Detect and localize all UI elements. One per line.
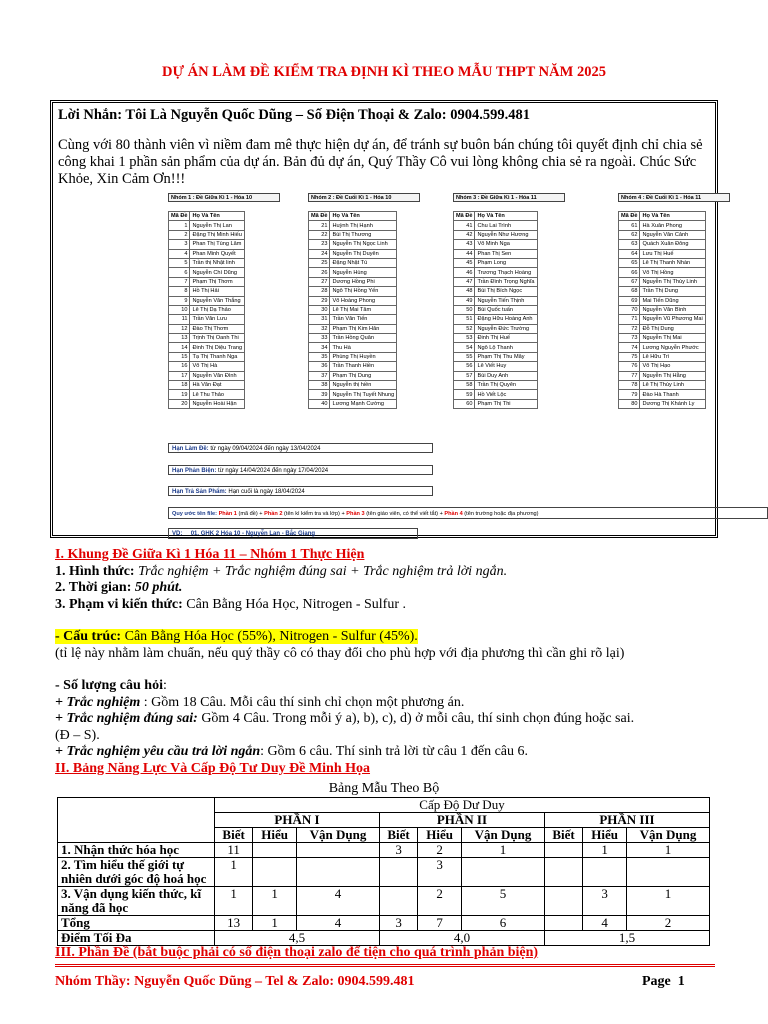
member-row: 57 Bùi Duy Anh (454, 371, 538, 380)
member-row: 43 Võ Minh Nga (454, 240, 538, 249)
member-row: 55 Phạm Thị Thu Mây (454, 352, 538, 361)
file-naming-rule: Quy ước tên file: Phần 1 (mã đề) + Phần 2 (tên kì kiểm tra và lớp) + Phần 3 (tên giáo viên, có thể viết tắt) + Phần 4 (tên trường hoặc địa phương) (168, 507, 768, 519)
member-row: 63 Quách Xuân Đông (619, 240, 706, 249)
member-row: 16 Võ Thị Hà (169, 362, 245, 371)
member-row: 5 Trần thị Nhật linh (169, 258, 245, 267)
note-heading: Lời Nhắn: Tôi Là Nguyễn Quốc Dũng – Số Điện Thoại & Zalo: 0904.599.481 (58, 107, 530, 123)
member-row: 71 Nguyễn Vũ Phương Mai (619, 315, 706, 324)
member-row: 74 Lương Nguyễn Phước (619, 343, 706, 352)
member-row: 75 Lê Hữu Trì (619, 352, 706, 361)
note-text: Cùng với 80 thành viên vì niềm đam mê thực hiện dự án, để tránh sự buôn bán chúng tôi quyết định chỉ chia sẻ công khai 1 phần sản phẩm của dự án. Bản đủ dự án, Quý Thầy Cô vui lòng không chia sẻ ra ngoài. Chúc Sức Khỏe, Xin Cảm Ơn!!! (58, 137, 703, 187)
member-row: 72 Đỗ Thị Dung (619, 324, 706, 333)
member-row: 2 Đặng Thị Minh Hiếu (169, 230, 245, 239)
member-row: 32 Phạm Thị Kim Hân (309, 324, 397, 333)
member-row: 24 Nguyễn Thị Duyên (309, 249, 397, 258)
member-row: 27 Dương Hồng Phi (309, 277, 397, 286)
member-row: 28 Ngô Thị Hồng Yến (309, 287, 397, 296)
short-answer-line: + Trắc nghiệm yêu cầu trả lời ngắn: Gồm 6 câu. Thí sinh trả lời từ câu 1 đến câu 6. (55, 744, 528, 759)
part-header: PHẦN II (379, 813, 544, 828)
member-row: 7 Phạm Thị Thơm (169, 277, 245, 286)
level-subheader: Biết (544, 828, 582, 843)
member-row: 60 Phạm Thị Thi (454, 399, 538, 408)
member-row: 64 Lưu Thị Huế (619, 249, 706, 258)
scope-line: 3. Phạm vi kiến thức: Cân Bằng Hóa Học, Nitrogen - Sulfur . (55, 596, 406, 612)
member-row: 30 Lê Thị Mai Tâm (309, 305, 397, 314)
member-row: 15 Tạ Thị Thanh Nga (169, 352, 245, 361)
member-row: 20 Nguyễn Hoài Hận (169, 399, 245, 408)
member-row: 50 Bùi Quốc tuấn (454, 305, 538, 314)
duration-line: 2. Thời gian: 50 phút. (55, 580, 183, 595)
member-row: 54 Ngô Lộ Thanh (454, 343, 538, 352)
part-header: PHẦN I (215, 813, 380, 828)
member-row: 80 Dương Thị Khánh Ly (619, 399, 706, 408)
member-row: 40 Lương Mạnh Cường (309, 399, 397, 408)
member-row: 53 Đinh Thị Huế (454, 334, 538, 343)
member-row: 42 Nguyễn Như Hương (454, 230, 538, 239)
group-heading: Nhóm 1 : Đề Giữa Kì 1 - Hóa 10 (168, 193, 280, 202)
group-heading: Nhóm 4 : Đề Cuối Kì 1 - Hóa 11 (618, 193, 730, 202)
page-number: Page 1 (642, 974, 685, 989)
member-row: 48 Bùi Thị Bích Ngọc (454, 287, 538, 296)
structure-line: - Cấu trúc: Cân Bằng Hóa Học (55%), Nitrogen - Sulfur (45%). (55, 629, 418, 644)
section-3-title: III. Phần Đề (bắt buộc phải có số điện thoại zalo để tiện cho quá trình phản biện) (55, 945, 539, 960)
member-row: 13 Trịnh Thị Oanh Thi (169, 334, 245, 343)
member-row: 3 Phan Thị Tùng Lâm (169, 240, 245, 249)
level-subheader: Vận Dụng (462, 828, 545, 843)
group-heading: Nhóm 2 : Đề Cuối Kì 1 - Hóa 10 (308, 193, 420, 202)
level-subheader: Hiểu (583, 828, 627, 843)
section-2-title: II. Bảng Năng Lực Và Cấp Độ Tư Duy Đề Minh Họa (55, 760, 371, 776)
member-row: 59 Hồ Viết Lộc (454, 390, 538, 399)
level-subheader: Hiểu (418, 828, 462, 843)
member-row: 62 Nguyễn Văn Cảnh (619, 230, 706, 239)
member-row: 76 Võ Thị Hạo (619, 362, 706, 371)
matrix-row: 2. Tìm hiểu thế giới tự nhiên dưới góc độ hoá học 1 3 (58, 858, 710, 887)
level-subheader: Hiểu (253, 828, 297, 843)
member-row: 79 Đào Hà Thanh (619, 390, 706, 399)
member-row: 77 Nguyễn Thị Hằng (619, 371, 706, 380)
member-row: 1 Nguyễn Thị Lan (169, 221, 245, 230)
footer-contact: Nhóm Thầy: Nguyễn Quốc Dũng – Tel & Zalo: 0904.599.481 (55, 974, 415, 989)
member-row: 65 Lê Thị Thanh Nhàn (619, 258, 706, 267)
member-row: 36 Trần Thanh Hiền (309, 362, 397, 371)
member-row: 46 Trương Thạch Hoàng (454, 268, 538, 277)
member-row: 58 Trần Thị Quyên (454, 381, 538, 390)
section-1-title: I. Khung Đề Giữa Kì 1 Hóa 11 – Nhóm 1 Thực Hiện (55, 547, 365, 562)
member-row: 17 Nguyễn Văn Đình (169, 371, 245, 380)
member-row: 19 Lê Thu Thảo (169, 390, 245, 399)
member-row: 47 Trần Đình Trọng Nghĩa (454, 277, 538, 286)
level-subheader: Biết (215, 828, 253, 843)
section-1 (55, 547, 715, 777)
member-row: 39 Nguyễn Thị Tuyết Nhung (309, 390, 397, 399)
member-row: 12 Đào Thị Thơm (169, 324, 245, 333)
member-row: 41 Chu Lai Trình (454, 221, 538, 230)
member-row: 78 Lê Thị Thùy Linh (619, 381, 706, 390)
member-row: 69 Mai Tiến Dũng (619, 296, 706, 305)
member-row: 10 Lê Thị Dạ Thảo (169, 305, 245, 314)
format-line: 1. Hình thức: Trắc nghiệm + Trắc nghiệm đúng sai + Trắc nghiệm trả lời ngắn. (55, 563, 508, 579)
member-row: 70 Nguyễn Văn Bình (619, 305, 706, 314)
member-row: 38 Nguyễn thị hiền (309, 381, 397, 390)
competency-matrix (57, 797, 710, 946)
section-3 (55, 945, 715, 962)
matrix-title: Bảng Mẫu Theo Bộ (328, 781, 440, 796)
member-row: 34 Thu Hà (309, 343, 397, 352)
example-filename: VD: 01. GHK 2 Hóa 10 - Nguyễn Lan - Bắc Giang (168, 528, 418, 539)
level-subheader: Vận Dụng (627, 828, 710, 843)
max-score-row: Điểm Tối Đa 4,5 4,0 1,5 (58, 931, 710, 946)
member-row: 18 Hà Văn Đạt (169, 381, 245, 390)
member-row: 61 Hà Xuân Phong (619, 221, 706, 230)
member-row: 45 Phạm Long (454, 258, 538, 267)
true-false-line-2: (Đ – S). (55, 727, 100, 743)
member-row: 9 Nguyễn Văn Thắng (169, 296, 245, 305)
deadline-make: Hạn Làm Đề: từ ngày 09/04/2024 đến ngày 13/04/2024 (168, 443, 433, 453)
member-row: 44 Phan Thị Sen (454, 249, 538, 258)
member-row: 37 Phạm Thị Dung (309, 371, 397, 380)
member-row: 21 Huỳnh Thị Hạnh (309, 221, 397, 230)
member-row: 52 Nguyễn Đức Trường (454, 324, 538, 333)
ratio-note: (tỉ lệ này nhằm làm chuẩn, nếu quý thầy cô có thay đổi cho phù hợp với địa phương thì cần ghi rõ lại) (55, 645, 625, 661)
level-header: Cấp Độ Dư Duy (215, 798, 710, 813)
member-row: 33 Trần Hồng Quân (309, 334, 397, 343)
member-row: 26 Nguyễn Hùng (309, 268, 397, 277)
mcq-line: + Trắc nghiệm : Gồm 18 Câu. Mỗi câu thí sinh chỉ chọn một phương án. (55, 694, 465, 710)
member-row: 51 Đặng Hữu Hoàng Anh (454, 315, 538, 324)
member-row: 4 Phan Minh Quyết (169, 249, 245, 258)
note-box (50, 100, 718, 538)
matrix-row: Tổng 13 1 4 3 7 6 4 2 (58, 916, 710, 931)
level-subheader: Vận Dụng (297, 828, 380, 843)
member-spreadsheet: Nhóm 1 : Đề Giữa Kì 1 - Hóa 10 Mã Đề Họ Và Tên 1 Nguyễn Thị Lan 2 Đặng Thị Minh Hiếu 3 Phan Thị Tùng Lâm 4 Phan Minh Quyết 5 Trần thị Nhật linh 6 Nguyễn Chí Dũng 7 Phạm Thị Thơm 8 Hồ Thị Hải 9 Nguyễn Văn Thắng 10 Lê Thị Dạ Thảo 11 Trần Văn Lưu 12 Đào Thị Thơm 13 Trịnh Thị Oanh Thi 14 Đinh Thị Diệu Trang 15 Tạ Thị Thanh Nga 16 Võ Thị Hà 17 Nguyễn Văn Đình 18 Hà Văn Đạt 19 Lê Thu Thảo 20 Nguyễn Hoài Hận Nhóm 2 : Đề Cuối Kì 1 - Hóa 10 Mã Đề Họ Và Tên 21 Huỳnh Thị Hạnh 22 Bùi Thị Thương 23 Nguyễn Thị Ngọc Linh 24 Nguyễn Thị Duyên 25 Đặng Nhật Tú 26 Nguyễn Hùng 27 Dương Hồng Phi 28 Ngô Thị Hồng Yến 29 Võ Hoàng Phong 30 Lê Thị Mai Tâm 31 Trần Văn Tiến 32 Phạm Thị Kim Hân 33 Trần Hồng Quân 34 Thu Hà 35 Phùng Thị Huyền 36 Trần Thanh Hiền 37 Phạm Thị Dung 38 Nguyễn thị hiền 39 Nguyễn Thị Tuyết Nhung 40 Lương Mạnh Cường Nhóm 3 : Đề Giữa Kì 1 - Hóa 11 Mã Đề Họ Và Tên 41 Chu Lai Trình 42 Nguyễn Như Hương 43 Võ Minh Nga 44 Phan Thị Sen 45 Phạm Long 46 Trương Thạch Hoàng 47 Trần Đình Trọng Nghĩa 48 Bùi Thị Bích Ngọc 49 Nguyễn Tiến Thịnh 50 Bùi Quốc tuấn 51 Đặng Hữu Hoàng Anh 52 Nguyễn Đức Trường 53 Đinh Thị Huế 54 Ngô Lộ Thanh 55 Phạm Thị Thu Mây 56 Lê Viết Huy 57 Bùi Duy Anh 58 Trần Thị Quyên 59 Hồ Viết Lộc 60 Phạm Thị Thi Nhóm 4 : Đề Cuối Kì 1 - Hóa 11 Mã Đề Họ Và Tên 61 Hà Xuân Phong 62 Nguyễn Văn Cảnh 63 Quách Xuân Đông 64 Lưu Thị Huế 65 Lê Thị Thanh Nhàn 66 Võ Thị Hồng 67 Nguyễn Thị Thùy Linh 68 Trần Thị Dung 69 Mai Tiến Dũng 70 Nguyễn Văn Bình 71 Nguyễn Vũ Phương Mai 72 Đỗ Thị Dung 73 Nguyễn Thị Mai 74 Lương Nguyễn Phước 75 Lê Hữu Trì 76 Võ Thị Hạo 77 Nguyễn Thị Hằng 78 Lê Thị Thùy Linh 79 Đào Hà Thanh 80 Dương Thị Khánh Ly Hạn Làm Đề: từ ngày 09/04/2024 đến ngày 13/04/2024 Hạn Phản Biện: từ ngày 14/04/2024 đến ngày 17/04/2024 Hạn Trả Sản Phẩm: Hạn cuối là ngày 18/04/2024 Quy ước tên file: Phần 1 (mã đề) + Phần 2 (tên kì kiểm tra và lớp) + Phần 3 (tên giáo viên, có thể viết tắt) + Phần 4 (tên trường hoặc địa phương) VD: 01. GHK 2 Hóa 10 - Nguyễn Lan - Bắc Giang (113, 193, 713, 528)
matrix-row: 3. Vận dụng kiến thức, kĩ năng đã học 1 1 4 2 5 3 1 (58, 887, 710, 916)
group-heading: Nhóm 3 : Đề Giữa Kì 1 - Hóa 11 (453, 193, 565, 202)
member-row: 68 Trần Thị Dung (619, 287, 706, 296)
member-row: 66 Võ Thị Hồng (619, 268, 706, 277)
member-row: 11 Trần Văn Lưu (169, 315, 245, 324)
member-row: 6 Nguyễn Chí Dũng (169, 268, 245, 277)
member-row: 56 Lê Viết Huy (454, 362, 538, 371)
footer-divider (55, 964, 715, 967)
true-false-line: + Trắc nghiệm đúng sai: Gồm 4 Câu. Trong mỗi ý a), b), c), d) ở mỗi câu, thí sinh chọn đúng hoặc sai. (55, 711, 635, 726)
part-header: PHẦN III (544, 813, 709, 828)
member-row: 49 Nguyễn Tiến Thịnh (454, 296, 538, 305)
document-title: DỰ ÁN LÀM ĐỀ KIỂM TRA ĐỊNH KÌ THEO MẪU THPT NĂM 2025 (162, 64, 606, 80)
member-row: 73 Nguyễn Thị Mai (619, 334, 706, 343)
member-row: 35 Phùng Thị Huyền (309, 352, 397, 361)
member-row: 23 Nguyễn Thị Ngọc Linh (309, 240, 397, 249)
level-subheader: Biết (379, 828, 417, 843)
member-row: 8 Hồ Thị Hải (169, 287, 245, 296)
member-row: 22 Bùi Thị Thương (309, 230, 397, 239)
deadline-return: Hạn Trả Sản Phẩm: Hạn cuối là ngày 18/04/2024 (168, 486, 433, 496)
member-row: 31 Trần Văn Tiến (309, 315, 397, 324)
member-row: 14 Đinh Thị Diệu Trang (169, 343, 245, 352)
deadline-review: Hạn Phản Biện: từ ngày 14/04/2024 đến ngày 17/04/2024 (168, 465, 433, 475)
member-row: 25 Đặng Nhật Tú (309, 258, 397, 267)
matrix-row: 1. Nhận thức hóa học 11 3 2 1 1 1 (58, 843, 710, 858)
question-count-heading: - Số lượng câu hỏi: (55, 678, 167, 693)
member-row: 29 Võ Hoàng Phong (309, 296, 397, 305)
member-row: 67 Nguyễn Thị Thùy Linh (619, 277, 706, 286)
